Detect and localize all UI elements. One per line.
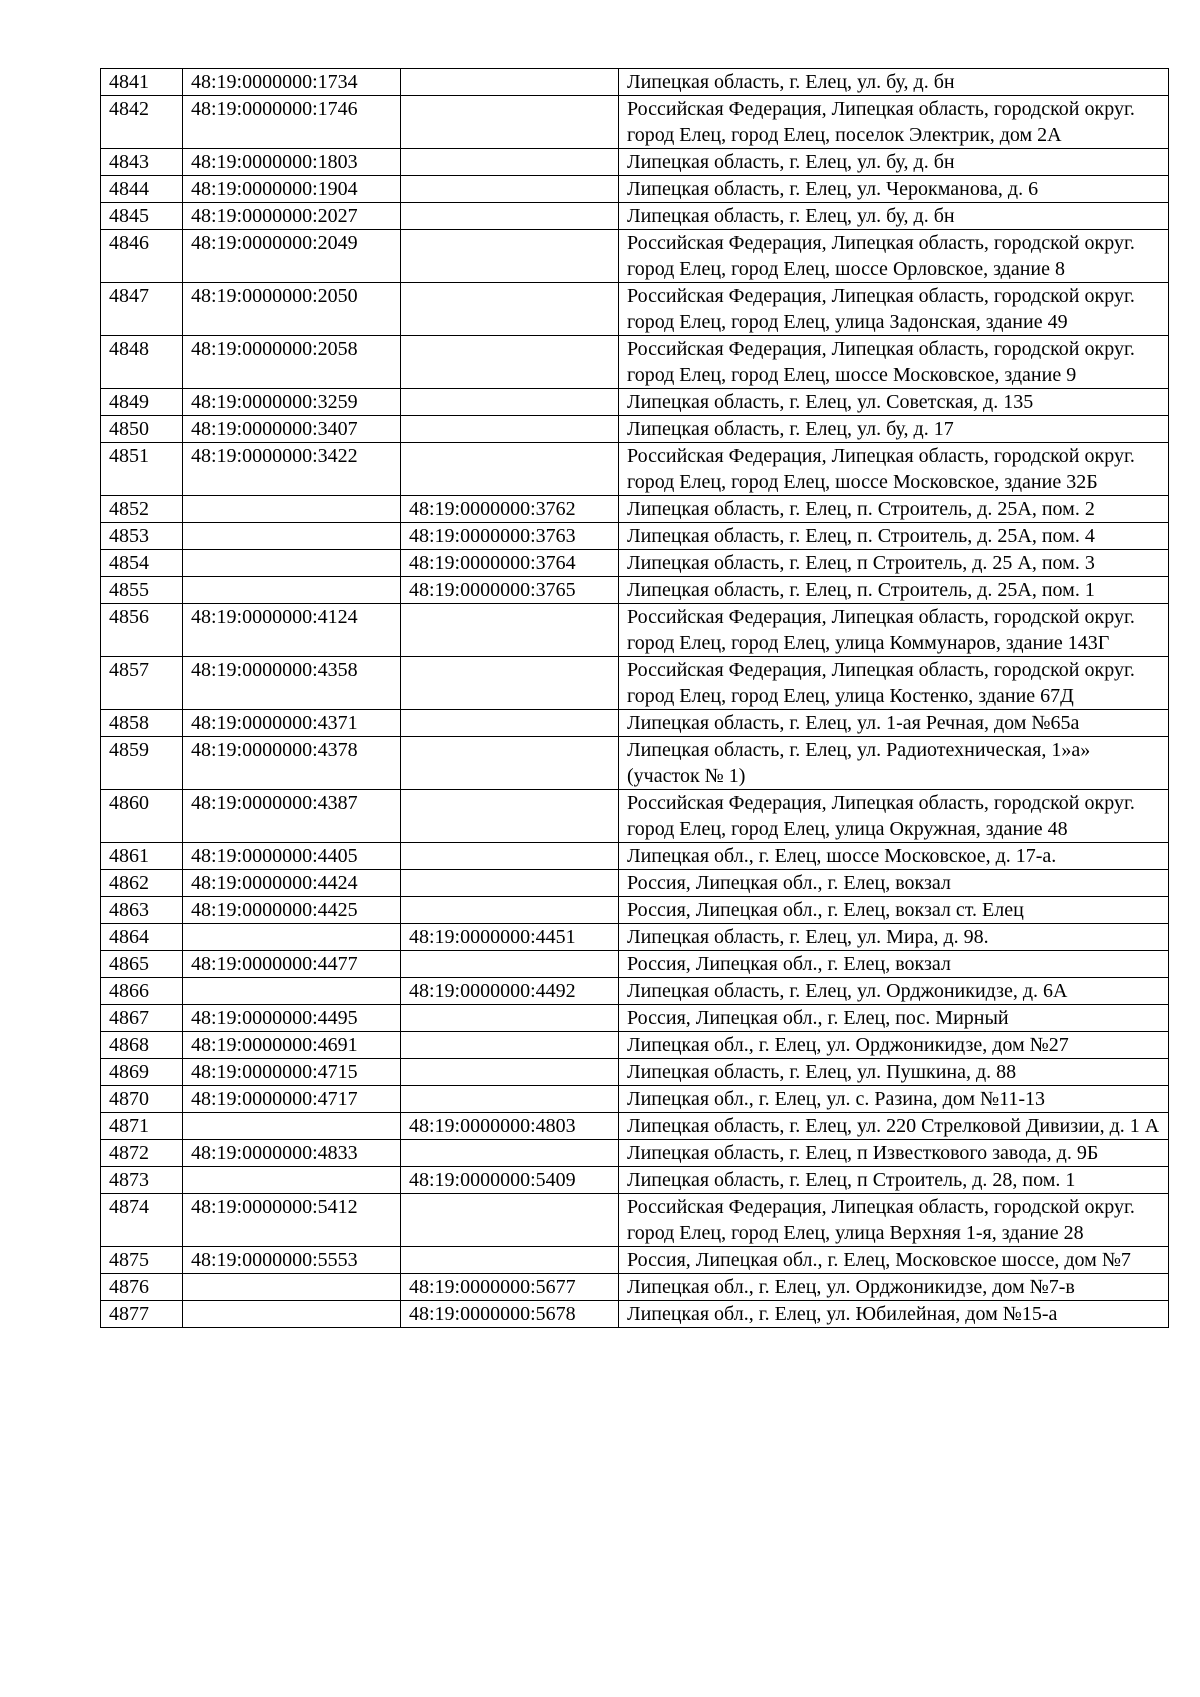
- cadastral-number-cell: 48:19:0000000:4715: [183, 1059, 401, 1086]
- address-cell: Липецкая обл., г. Елец, ул. с. Разина, дом №11-13: [619, 1086, 1169, 1113]
- table-row: [101, 1032, 1169, 1059]
- cadastral-number-cell: 48:19:0000000:3259: [183, 389, 401, 416]
- row-number-cell: 4867: [101, 1005, 183, 1032]
- row-number-cell: 4874: [101, 1194, 183, 1247]
- address-cell: Липецкая область, г. Елец, п Строитель, д. 25 А, пом. 3: [619, 550, 1169, 577]
- table-row: [101, 737, 1169, 790]
- address-cell: Липецкая область, г. Елец, ул. бу, д. 17: [619, 416, 1169, 443]
- parent-cadastral-number-cell: [401, 737, 619, 790]
- parent-cadastral-number-cell: [401, 283, 619, 336]
- address-cell: Российская Федерация, Липецкая область, городской округ. город Елец, город Елец, улица Коммунаров, здание 143Г: [619, 604, 1169, 657]
- cadastral-number-cell: 48:19:0000000:2050: [183, 283, 401, 336]
- table-row: [101, 550, 1169, 577]
- cadastral-number-cell: [183, 1113, 401, 1140]
- cadastral-number-cell: 48:19:0000000:4495: [183, 1005, 401, 1032]
- parent-cadastral-number-cell: [401, 69, 619, 96]
- address-cell: Липецкая область, г. Елец, ул. Орджоникидзе, д. 6А: [619, 978, 1169, 1005]
- table-row: [101, 1167, 1169, 1194]
- row-number-cell: 4872: [101, 1140, 183, 1167]
- row-number-cell: 4865: [101, 951, 183, 978]
- address-cell: Россия, Липецкая обл., г. Елец, вокзал ст. Елец: [619, 897, 1169, 924]
- cadastral-number-cell: [183, 1167, 401, 1194]
- row-number-cell: 4876: [101, 1274, 183, 1301]
- address-cell: Липецкая область, г. Елец, п. Строитель, д. 25А, пом. 1: [619, 577, 1169, 604]
- address-cell: Российская Федерация, Липецкая область, городской округ. город Елец, город Елец, шоссе Орловское, здание 8: [619, 230, 1169, 283]
- table-row: [101, 1140, 1169, 1167]
- table-row: [101, 604, 1169, 657]
- row-number-cell: 4863: [101, 897, 183, 924]
- row-number-cell: 4849: [101, 389, 183, 416]
- cadastral-number-cell: 48:19:0000000:4405: [183, 843, 401, 870]
- row-number-cell: 4843: [101, 149, 183, 176]
- row-number-cell: 4856: [101, 604, 183, 657]
- parent-cadastral-number-cell: [401, 1086, 619, 1113]
- row-number-cell: 4868: [101, 1032, 183, 1059]
- cadastral-number-cell: 48:19:0000000:2058: [183, 336, 401, 389]
- cadastral-number-cell: [183, 924, 401, 951]
- cadastral-number-cell: [183, 550, 401, 577]
- row-number-cell: 4841: [101, 69, 183, 96]
- cadastral-number-cell: [183, 1274, 401, 1301]
- parent-cadastral-number-cell: [401, 1005, 619, 1032]
- cadastral-number-cell: 48:19:0000000:3422: [183, 443, 401, 496]
- parent-cadastral-number-cell: [401, 230, 619, 283]
- table-row: [101, 951, 1169, 978]
- cadastral-number-cell: 48:19:0000000:4387: [183, 790, 401, 843]
- row-number-cell: 4859: [101, 737, 183, 790]
- row-number-cell: 4864: [101, 924, 183, 951]
- address-cell: Российская Федерация, Липецкая область, городской округ. город Елец, город Елец, улица Верхняя 1-я, здание 28: [619, 1194, 1169, 1247]
- table-row: [101, 1113, 1169, 1140]
- address-cell: Липецкая область, г. Елец, ул. бу, д. бн: [619, 149, 1169, 176]
- table-row: [101, 1247, 1169, 1274]
- table-row: [101, 203, 1169, 230]
- parent-cadastral-number-cell: 48:19:0000000:4492: [401, 978, 619, 1005]
- table-row: [101, 790, 1169, 843]
- parent-cadastral-number-cell: [401, 96, 619, 149]
- parent-cadastral-number-cell: [401, 1194, 619, 1247]
- table-row: [101, 577, 1169, 604]
- cadastral-number-cell: [183, 577, 401, 604]
- parent-cadastral-number-cell: [401, 336, 619, 389]
- table-row: [101, 710, 1169, 737]
- cadastral-number-cell: 48:19:0000000:1734: [183, 69, 401, 96]
- registry-table-body: [101, 69, 1169, 1328]
- parent-cadastral-number-cell: [401, 416, 619, 443]
- row-number-cell: 4858: [101, 710, 183, 737]
- parent-cadastral-number-cell: [401, 1140, 619, 1167]
- address-cell: Российская Федерация, Липецкая область, городской округ. город Елец, город Елец, поселок Электрик, дом 2А: [619, 96, 1169, 149]
- cadastral-number-cell: 48:19:0000000:4378: [183, 737, 401, 790]
- address-cell: Липецкая обл., г. Елец, ул. Юбилейная, дом №15-а: [619, 1301, 1169, 1328]
- table-row: [101, 843, 1169, 870]
- address-cell: Липецкая область, г. Елец, п. Строитель, д. 25А, пом. 4: [619, 523, 1169, 550]
- address-cell: Липецкая область, г. Елец, п. Строитель, д. 25А, пом. 2: [619, 496, 1169, 523]
- row-number-cell: 4850: [101, 416, 183, 443]
- row-number-cell: 4862: [101, 870, 183, 897]
- parent-cadastral-number-cell: 48:19:0000000:5678: [401, 1301, 619, 1328]
- table-row: [101, 1301, 1169, 1328]
- address-cell: Липецкая область, г. Елец, ул. бу, д. бн: [619, 69, 1169, 96]
- row-number-cell: 4877: [101, 1301, 183, 1328]
- parent-cadastral-number-cell: 48:19:0000000:3762: [401, 496, 619, 523]
- parent-cadastral-number-cell: 48:19:0000000:5409: [401, 1167, 619, 1194]
- parent-cadastral-number-cell: [401, 176, 619, 203]
- parent-cadastral-number-cell: 48:19:0000000:4803: [401, 1113, 619, 1140]
- row-number-cell: 4854: [101, 550, 183, 577]
- cadastral-number-cell: 48:19:0000000:2027: [183, 203, 401, 230]
- parent-cadastral-number-cell: 48:19:0000000:3764: [401, 550, 619, 577]
- parent-cadastral-number-cell: 48:19:0000000:3763: [401, 523, 619, 550]
- cadastral-number-cell: 48:19:0000000:4124: [183, 604, 401, 657]
- table-row: [101, 924, 1169, 951]
- address-cell: Российская Федерация, Липецкая область, городской округ. город Елец, город Елец, улица Окружная, здание 48: [619, 790, 1169, 843]
- row-number-cell: 4855: [101, 577, 183, 604]
- cadastral-number-cell: 48:19:0000000:4371: [183, 710, 401, 737]
- parent-cadastral-number-cell: [401, 870, 619, 897]
- table-row: [101, 149, 1169, 176]
- table-row: [101, 283, 1169, 336]
- row-number-cell: 4860: [101, 790, 183, 843]
- table-row: [101, 523, 1169, 550]
- parent-cadastral-number-cell: [401, 604, 619, 657]
- table-row: [101, 1194, 1169, 1247]
- address-cell: Липецкая область, г. Елец, ул. бу, д. бн: [619, 203, 1169, 230]
- address-cell: Россия, Липецкая обл., г. Елец, Московское шоссе, дом №7: [619, 1247, 1169, 1274]
- parent-cadastral-number-cell: 48:19:0000000:3765: [401, 577, 619, 604]
- address-cell: Липецкая область, г. Елец, ул. 1-ая Речная, дом №65а: [619, 710, 1169, 737]
- parent-cadastral-number-cell: [401, 657, 619, 710]
- address-cell: Липецкая область, г. Елец, ул. Советская, д. 135: [619, 389, 1169, 416]
- table-row: [101, 870, 1169, 897]
- row-number-cell: 4846: [101, 230, 183, 283]
- address-cell: Липецкая область, г. Елец, ул. 220 Стрелковой Дивизии, д. 1 А: [619, 1113, 1169, 1140]
- cadastral-number-cell: 48:19:0000000:1746: [183, 96, 401, 149]
- table-row: [101, 336, 1169, 389]
- table-row: [101, 1274, 1169, 1301]
- cadastral-number-cell: 48:19:0000000:2049: [183, 230, 401, 283]
- parent-cadastral-number-cell: 48:19:0000000:5677: [401, 1274, 619, 1301]
- table-row: [101, 496, 1169, 523]
- row-number-cell: 4871: [101, 1113, 183, 1140]
- cadastral-number-cell: 48:19:0000000:3407: [183, 416, 401, 443]
- document-page: [100, 68, 1168, 1328]
- row-number-cell: 4866: [101, 978, 183, 1005]
- cadastral-number-cell: 48:19:0000000:4833: [183, 1140, 401, 1167]
- cadastral-number-cell: 48:19:0000000:5412: [183, 1194, 401, 1247]
- parent-cadastral-number-cell: [401, 1059, 619, 1086]
- address-cell: Российская Федерация, Липецкая область, городской округ. город Елец, город Елец, улица Костенко, здание 67Д: [619, 657, 1169, 710]
- table-row: [101, 443, 1169, 496]
- cadastral-number-cell: 48:19:0000000:4477: [183, 951, 401, 978]
- address-cell: Липецкая область, г. Елец, ул. Пушкина, д. 88: [619, 1059, 1169, 1086]
- cadastral-number-cell: 48:19:0000000:4358: [183, 657, 401, 710]
- row-number-cell: 4847: [101, 283, 183, 336]
- cadastral-number-cell: 48:19:0000000:4425: [183, 897, 401, 924]
- cadastral-number-cell: [183, 1301, 401, 1328]
- address-cell: Липецкая обл., г. Елец, шоссе Московское, д. 17-а.: [619, 843, 1169, 870]
- row-number-cell: 4851: [101, 443, 183, 496]
- table-row: [101, 389, 1169, 416]
- table-row: [101, 1086, 1169, 1113]
- row-number-cell: 4873: [101, 1167, 183, 1194]
- parent-cadastral-number-cell: [401, 443, 619, 496]
- table-row: [101, 69, 1169, 96]
- row-number-cell: 4848: [101, 336, 183, 389]
- address-cell: Липецкая обл., г. Елец, ул. Орджоникидзе, дом №7-в: [619, 1274, 1169, 1301]
- row-number-cell: 4842: [101, 96, 183, 149]
- parent-cadastral-number-cell: [401, 1247, 619, 1274]
- cadastral-number-cell: 48:19:0000000:4691: [183, 1032, 401, 1059]
- parent-cadastral-number-cell: [401, 951, 619, 978]
- row-number-cell: 4861: [101, 843, 183, 870]
- table-row: [101, 897, 1169, 924]
- row-number-cell: 4875: [101, 1247, 183, 1274]
- address-cell: Липецкая обл., г. Елец, ул. Орджоникидзе, дом №27: [619, 1032, 1169, 1059]
- cadastral-number-cell: [183, 496, 401, 523]
- parent-cadastral-number-cell: [401, 897, 619, 924]
- table-row: [101, 96, 1169, 149]
- table-row: [101, 416, 1169, 443]
- table-row: [101, 657, 1169, 710]
- parent-cadastral-number-cell: [401, 1032, 619, 1059]
- table-row: [101, 176, 1169, 203]
- registry-table: [100, 68, 1169, 1328]
- table-row: [101, 978, 1169, 1005]
- row-number-cell: 4869: [101, 1059, 183, 1086]
- row-number-cell: 4845: [101, 203, 183, 230]
- address-cell: Российская Федерация, Липецкая область, городской округ. город Елец, город Елец, шоссе Московское, здание 32Б: [619, 443, 1169, 496]
- parent-cadastral-number-cell: [401, 149, 619, 176]
- cadastral-number-cell: 48:19:0000000:4717: [183, 1086, 401, 1113]
- cadastral-number-cell: 48:19:0000000:4424: [183, 870, 401, 897]
- address-cell: Россия, Липецкая обл., г. Елец, пос. Мирный: [619, 1005, 1169, 1032]
- table-row: [101, 1059, 1169, 1086]
- cadastral-number-cell: 48:19:0000000:1904: [183, 176, 401, 203]
- parent-cadastral-number-cell: 48:19:0000000:4451: [401, 924, 619, 951]
- address-cell: Липецкая область, г. Елец, ул. Черокманова, д. 6: [619, 176, 1169, 203]
- parent-cadastral-number-cell: [401, 710, 619, 737]
- address-cell: Россия, Липецкая обл., г. Елец, вокзал: [619, 870, 1169, 897]
- row-number-cell: 4870: [101, 1086, 183, 1113]
- address-cell: Липецкая область, г. Елец, ул. Мира, д. 98.: [619, 924, 1169, 951]
- table-row: [101, 1005, 1169, 1032]
- table-row: [101, 230, 1169, 283]
- address-cell: Липецкая область, г. Елец, п Строитель, д. 28, пом. 1: [619, 1167, 1169, 1194]
- row-number-cell: 4857: [101, 657, 183, 710]
- row-number-cell: 4852: [101, 496, 183, 523]
- row-number-cell: 4853: [101, 523, 183, 550]
- parent-cadastral-number-cell: [401, 843, 619, 870]
- parent-cadastral-number-cell: [401, 389, 619, 416]
- address-cell: Липецкая область, г. Елец, ул. Радиотехническая, 1»а» (участок № 1): [619, 737, 1169, 790]
- cadastral-number-cell: [183, 978, 401, 1005]
- address-cell: Российская Федерация, Липецкая область, городской округ. город Елец, город Елец, улица Задонская, здание 49: [619, 283, 1169, 336]
- address-cell: Российская Федерация, Липецкая область, городской округ. город Елец, город Елец, шоссе Московское, здание 9: [619, 336, 1169, 389]
- parent-cadastral-number-cell: [401, 790, 619, 843]
- cadastral-number-cell: [183, 523, 401, 550]
- row-number-cell: 4844: [101, 176, 183, 203]
- cadastral-number-cell: 48:19:0000000:1803: [183, 149, 401, 176]
- address-cell: Россия, Липецкая обл., г. Елец, вокзал: [619, 951, 1169, 978]
- cadastral-number-cell: 48:19:0000000:5553: [183, 1247, 401, 1274]
- address-cell: Липецкая область, г. Елец, п Известкового завода, д. 9Б: [619, 1140, 1169, 1167]
- parent-cadastral-number-cell: [401, 203, 619, 230]
